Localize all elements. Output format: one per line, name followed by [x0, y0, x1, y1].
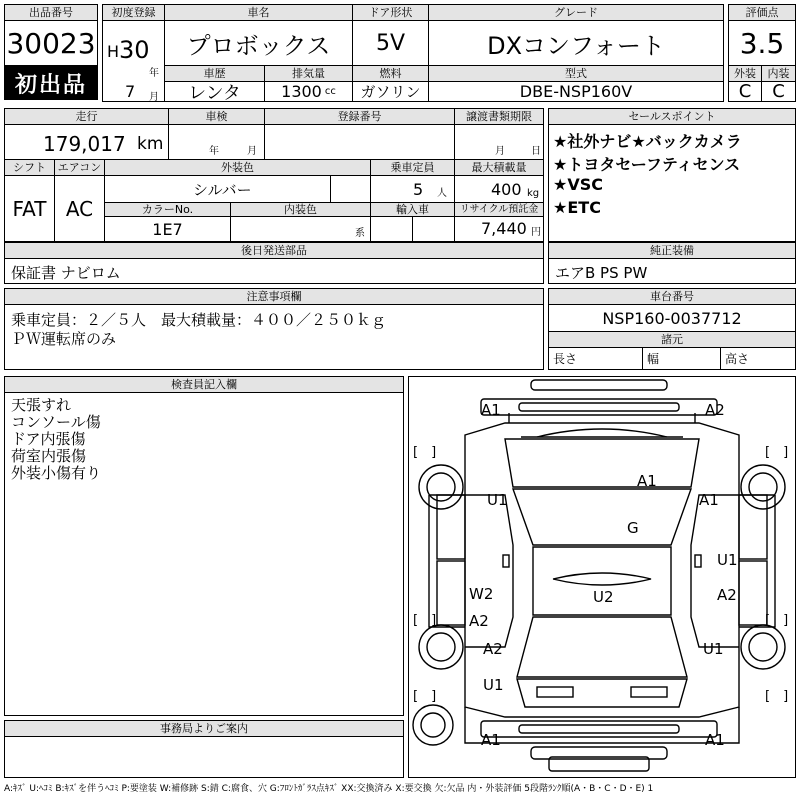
mark-a1-front-left: A1: [481, 401, 501, 419]
mark-w2-left-door: W2: [469, 585, 494, 603]
notes-box: [4, 288, 544, 370]
bracket-left-top: [ ]: [413, 445, 437, 460]
model-header: 型式: [429, 66, 723, 82]
reg-no-header: 登録番号: [265, 109, 455, 125]
notes-header: 注意事項欄: [5, 289, 543, 305]
interior-grade: C: [772, 82, 785, 101]
aircon: AC: [55, 176, 105, 241]
deadline-day-unit: 日: [531, 146, 541, 157]
int-color-cell: [231, 217, 371, 241]
inspector-note-1: 天張すれ: [11, 396, 72, 414]
max-load: 400: [491, 180, 522, 199]
first-reg-header: 初度登録: [103, 5, 165, 21]
car-diagram: [408, 376, 796, 778]
recycle: 7,440: [481, 219, 527, 238]
capacity-cell: [371, 176, 455, 202]
import-header: 輸入車: [371, 203, 455, 217]
recycle-unit: 円: [531, 227, 541, 238]
sales-point-2: ★トヨタセーフティセンス: [553, 155, 741, 174]
max-load-header: 最大積載量: [455, 160, 543, 176]
reg-month: 7: [125, 82, 136, 101]
genuine-equip-header: 純正装備: [549, 243, 795, 259]
inspector-note-4: 荷室内張傷: [11, 447, 87, 465]
shift: FAT: [5, 176, 55, 241]
sales-points-header: セールスポイント: [549, 109, 795, 125]
inspection-cell: [169, 125, 265, 159]
damage-legend: A:ｷｽﾞ U:ﾍｺﾐ B:ｷｽﾞを伴うﾍｺﾐ P:要塗装 W:補修跡 S:錆 C:腐食、穴 G:ﾌﾛﾝﾄｶﾞﾗｽ点ｷｽﾞ XX:交換済み X:要交換 欠:欠品 内・外装評価 5段階ﾗﾝｸ順(A・B・C・D・E) 1: [4, 784, 654, 794]
displacement-cell: [265, 82, 353, 101]
mark-a2-left-door: A2: [469, 612, 489, 630]
import-cell-a: [371, 217, 413, 241]
mark-a2-left-rear: A2: [483, 640, 503, 658]
car-name-header: 車名: [165, 5, 353, 21]
fuel-header: 燃料: [353, 66, 429, 82]
color-no-header: カラーNo.: [105, 203, 231, 217]
later-parts: 保証書 ナビロム: [11, 264, 121, 282]
fuel: ガソリン: [353, 82, 429, 101]
inspector-box: [4, 376, 404, 716]
car-name: プロボックス: [165, 21, 353, 65]
office-header: 事務局よりご案内: [5, 721, 403, 737]
inspector-note-5: 外装小傷有り: [11, 464, 102, 482]
bracket-right-bottom: [ ]: [765, 689, 789, 704]
vehicle-header-block: [102, 4, 724, 102]
bracket-right-top: [ ]: [765, 445, 789, 460]
genuine-equip: エアB PS PW: [555, 264, 648, 282]
mark-g-glass: G: [627, 519, 639, 537]
capacity-unit: 人: [437, 188, 447, 199]
car-outline-drawing: [409, 377, 795, 777]
deadline-month-unit: 月: [495, 146, 505, 157]
int-color-unit: 系: [355, 228, 365, 239]
office-box: [4, 720, 404, 778]
later-parts-box: [4, 242, 544, 284]
ext-color-header: 外装色: [105, 160, 371, 176]
mark-a1-hood: A1: [637, 472, 657, 490]
mileage-unit: km: [137, 134, 164, 154]
sales-points-box: [548, 108, 796, 242]
import-cell-b: [413, 217, 455, 241]
mark-a1-right-fender: A1: [699, 491, 719, 509]
mark-u1-left-quarter: U1: [483, 676, 504, 694]
month-unit: 月: [149, 92, 159, 101]
dimensions-header: 諸元: [549, 332, 795, 348]
exterior-header: 外装: [729, 66, 762, 82]
reg-year: 30: [119, 36, 150, 64]
later-parts-header: 後日発送部品: [5, 243, 543, 259]
dim-width-label: 幅: [647, 352, 660, 366]
aircon-header: エアコン: [55, 160, 105, 176]
sales-point-3: ★VSC: [553, 175, 603, 194]
mark-u1-right-door: U1: [717, 551, 738, 569]
mileage-header: 走行: [5, 109, 169, 125]
score: 3.5: [739, 26, 785, 60]
int-color-header: 内装色: [231, 203, 371, 217]
max-load-unit: kg: [527, 188, 540, 199]
sales-point-4: ★ETC: [553, 198, 601, 217]
grade-header: グレード: [429, 5, 723, 21]
inspection-header: 車検: [169, 109, 265, 125]
chassis-box: [548, 288, 796, 370]
ext-color: シルバー: [193, 181, 252, 199]
bracket-right-mid: [ ]: [765, 613, 789, 628]
color-no: 1E7: [105, 217, 231, 241]
reg-no-cell: [265, 125, 455, 159]
year-unit: 年: [149, 68, 159, 79]
sales-point-1: ★社外ナビ★バックカメラ: [553, 132, 742, 151]
ext-color-cell: [105, 176, 331, 202]
capacity: 5: [413, 180, 424, 199]
dim-height-label: 高さ: [725, 352, 750, 366]
exterior-grade: C: [729, 82, 762, 101]
mark-a2-right-rear: A2: [717, 586, 737, 604]
lot-number-box: [4, 4, 98, 66]
shift-header: シフト: [5, 160, 55, 176]
note-line-2: ＰＷ運転席のみ: [11, 330, 117, 348]
chassis-no: NSP160-0037712: [602, 308, 742, 328]
era: H: [107, 42, 120, 61]
history-header: 車歴: [165, 66, 265, 82]
dim-width-cell: [643, 348, 721, 369]
transfer-deadline-header: 譲渡書類期限: [455, 109, 543, 125]
dim-length-cell: [549, 348, 643, 369]
door-type: 5V: [353, 21, 429, 65]
detail-block: [4, 108, 544, 242]
first-reg-cell: [103, 21, 165, 101]
bracket-left-mid: [ ]: [413, 613, 437, 628]
interior-header: 内装: [762, 66, 795, 82]
lot-number: 30023: [6, 26, 96, 60]
grade: DXコンフォート: [487, 31, 665, 60]
capacity-header: 乗車定員: [371, 160, 455, 176]
dim-length-label: 長さ: [553, 352, 578, 366]
recycle-header: リサイクル預託金: [455, 203, 543, 217]
insp-month-unit: 月: [247, 146, 257, 157]
genuine-equip-box: [548, 242, 796, 284]
inspector-header: 検査員記入欄: [5, 377, 403, 393]
mark-u1-right-quarter: U1: [703, 640, 724, 658]
recycle-cell: [455, 217, 543, 241]
displacement: 1300: [281, 82, 322, 101]
mark-u2-roof: U2: [593, 588, 614, 606]
note-line-1: 乗車定員：２／５人 最大積載量：４００／２５０ｋｇ: [11, 311, 387, 329]
mileage-cell: [5, 125, 169, 159]
history: レンタ: [165, 82, 265, 101]
deadline-cell: [455, 125, 543, 159]
chassis-header: 車台番号: [549, 289, 795, 305]
inspector-note-3: ドア内張傷: [11, 430, 86, 448]
door-header: ドア形状: [353, 5, 429, 21]
mileage: 179,017: [43, 132, 126, 156]
lot-number-header: 出品番号: [5, 5, 97, 21]
mark-a2-front-right: A2: [705, 401, 725, 419]
mark-a1-rear-right: A1: [705, 731, 725, 749]
first-listing-badge: 初出品: [4, 66, 98, 100]
displacement-header: 排気量: [265, 66, 353, 82]
mark-u1-left-fender: U1: [487, 491, 508, 509]
dim-height-cell: [721, 348, 795, 369]
bracket-left-bottom: [ ]: [413, 689, 437, 704]
mark-a1-rear-left: A1: [481, 731, 501, 749]
inspector-note-2: コンソール傷: [11, 413, 101, 431]
max-load-cell: [455, 176, 543, 202]
model: DBE-NSP160V: [519, 82, 633, 101]
insp-year-unit: 年: [209, 146, 219, 157]
score-box: [728, 4, 796, 102]
ext-color-extra: [331, 176, 371, 202]
displacement-unit: cc: [324, 86, 336, 97]
score-header: 評価点: [729, 5, 795, 21]
